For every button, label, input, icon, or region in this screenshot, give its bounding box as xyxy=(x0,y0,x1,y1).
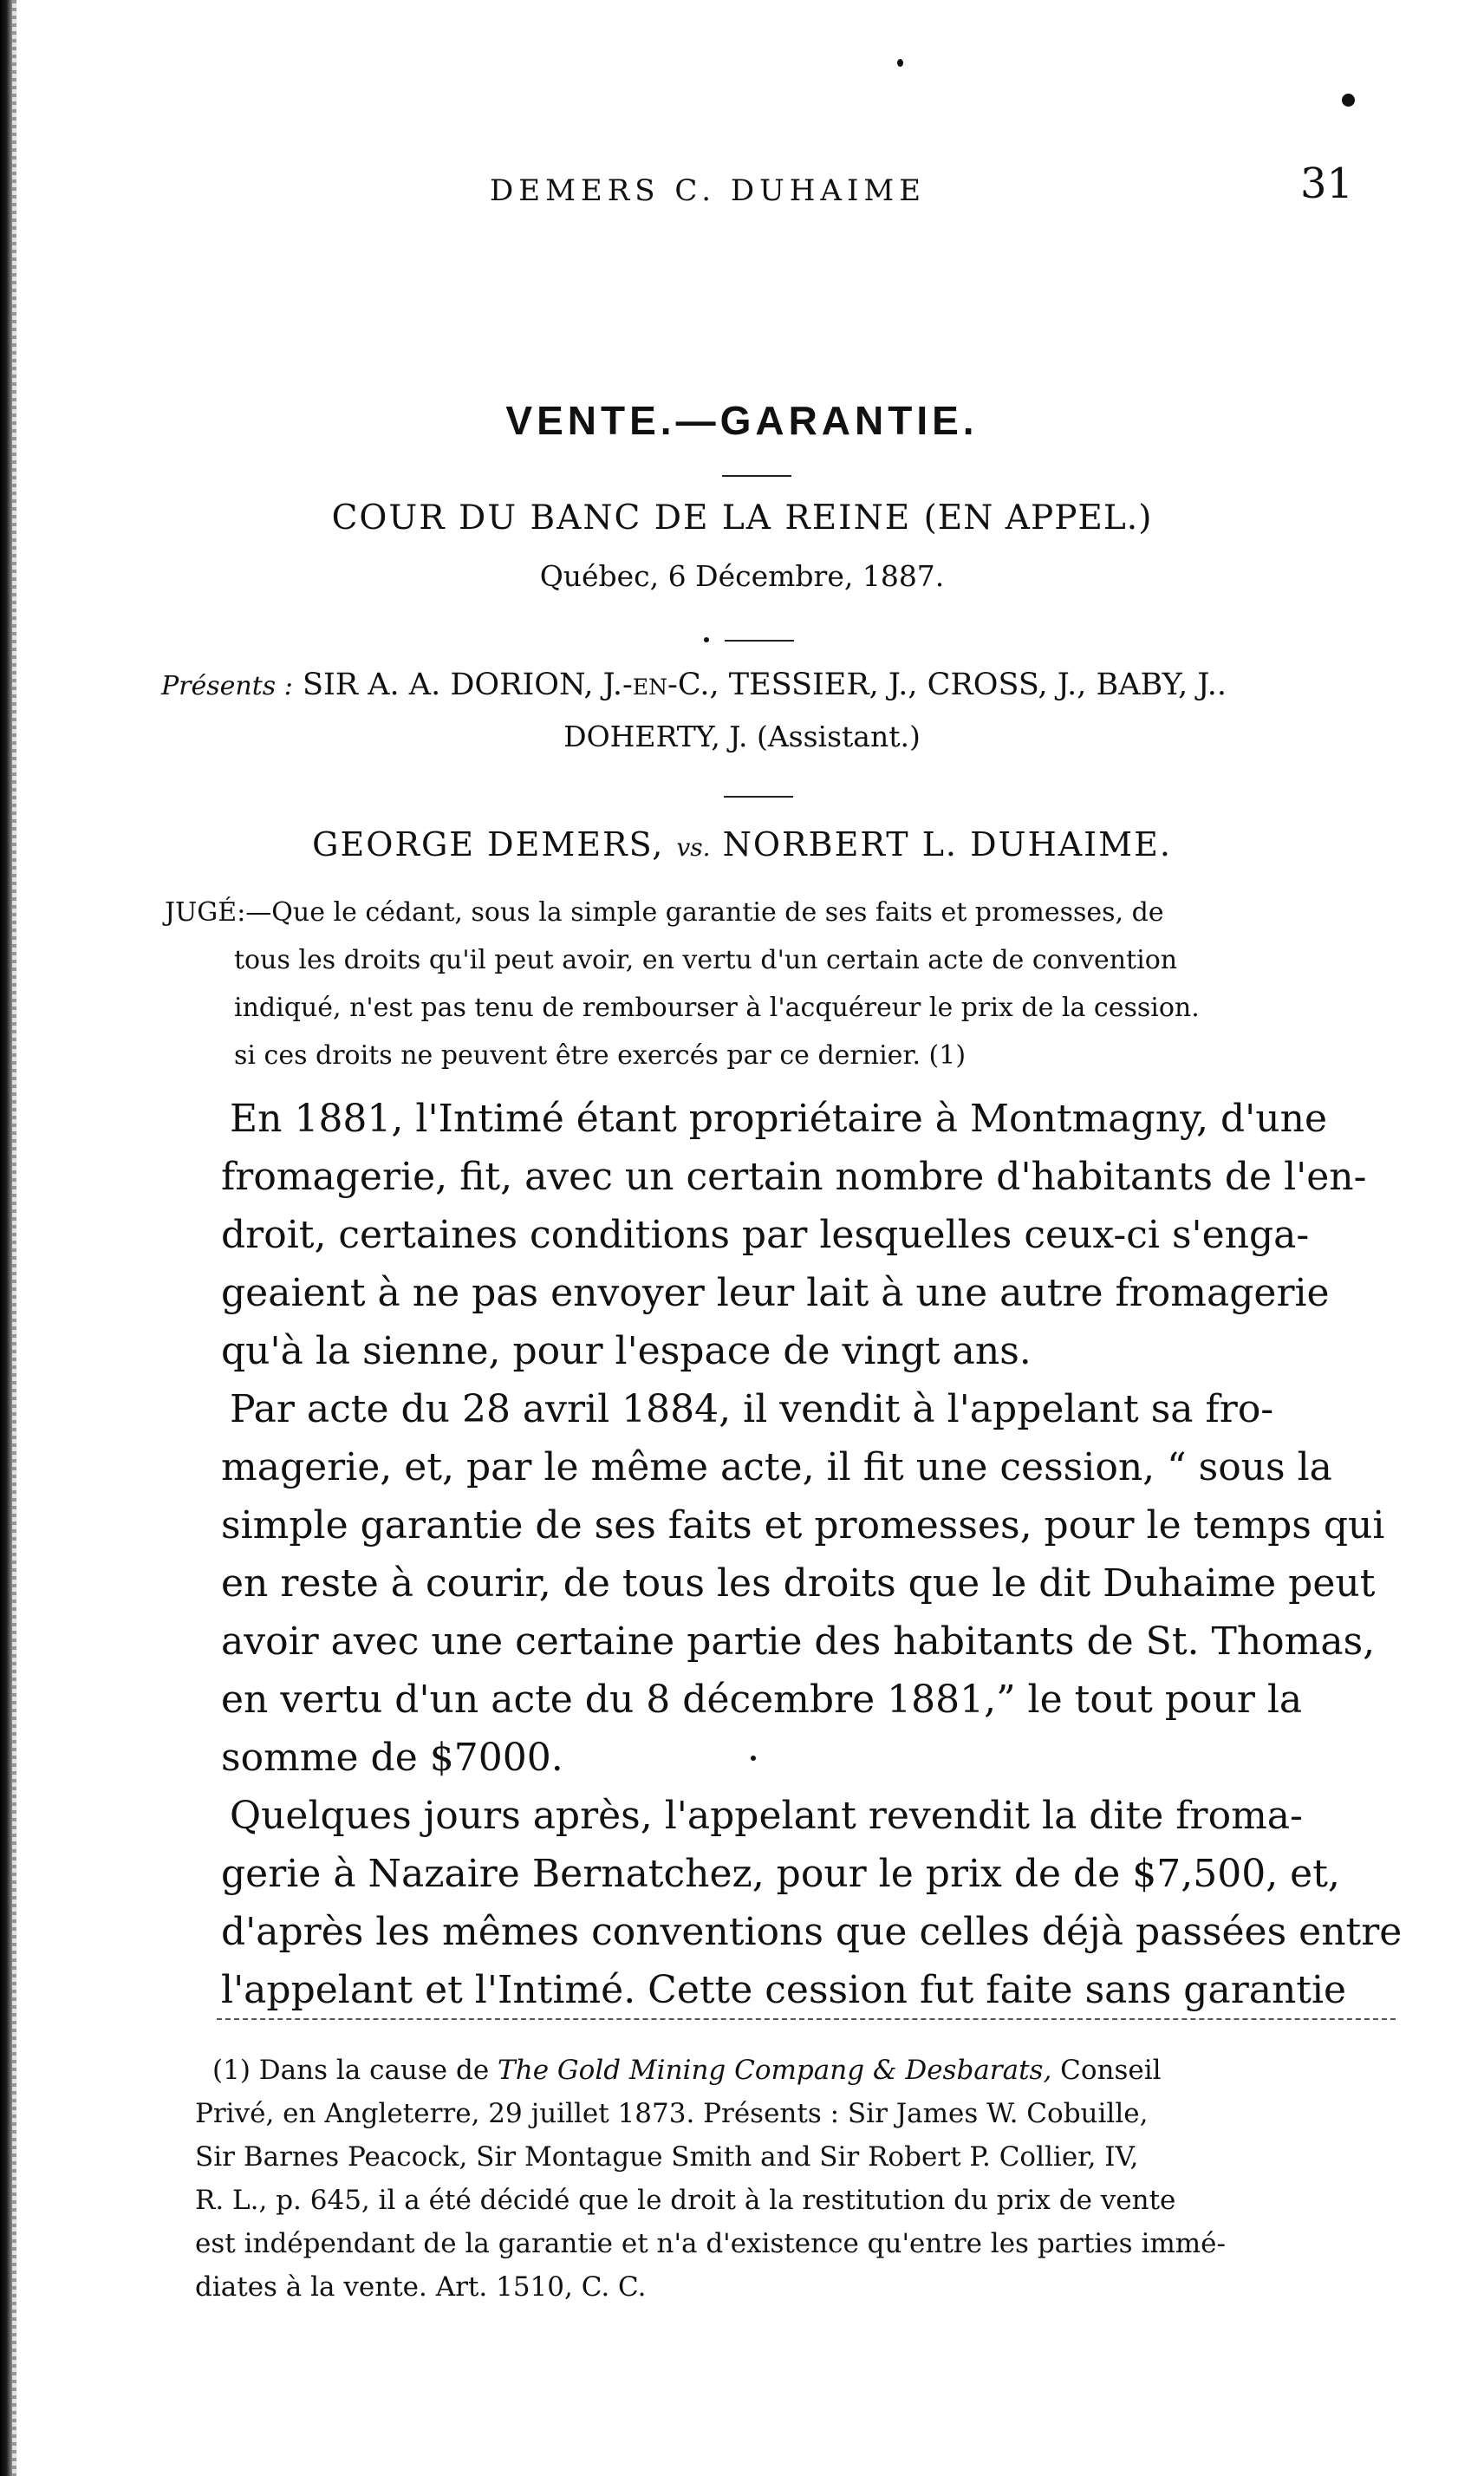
body-line: Quelques jours après, l'appelant revendit la dite froma- xyxy=(230,1794,1303,1838)
parties-line xyxy=(0,825,1484,863)
body-line: fromagerie, fit, avec un certain nombre d'habitants de l'en- xyxy=(221,1155,1367,1199)
body-line: l'appelant et l'Intimé. Cette cession fut faite sans garantie xyxy=(221,1968,1347,2012)
summary-line: si ces droits ne peuvent être exercés par ce dernier. (1) xyxy=(234,1040,967,1071)
body-line: geaient à ne pas envoyer leur lait à une autre fromagerie xyxy=(221,1271,1330,1315)
footnote-line: diates à la vente. Art. 1510, C. C. xyxy=(195,2271,647,2303)
presents-judges: SIR A. A. DORION, J.-en-C., TESSIER, J., CROSS, J., BABY, J.. xyxy=(303,668,1227,702)
assistant-line: DOHERTY, J. (Assistant.) xyxy=(563,720,921,753)
date-rule xyxy=(725,640,794,642)
respondent-name: NORBERT L. DUHAIME. xyxy=(722,825,1172,863)
footnote-separator xyxy=(217,2018,1396,2020)
body-line: en vertu d'un acte du 8 décembre 1881,” le tout pour la xyxy=(221,1678,1303,1722)
section-title: VENTE.—GARANTIE. xyxy=(505,398,979,443)
appellant-name: GEORGE DEMERS, xyxy=(312,825,665,863)
body-line: droit, certaines conditions par lesquelles ceux-ci s'enga- xyxy=(221,1213,1310,1257)
body-line: magerie, et, par le même acte, il fit une cession, “ sous la xyxy=(221,1445,1332,1489)
running-head: DEMERS C. DUHAIME xyxy=(490,173,927,208)
page-number: 31 xyxy=(1300,160,1354,208)
ink-speck xyxy=(1342,94,1355,107)
running-header xyxy=(0,160,1484,215)
body-line: somme de $7000. xyxy=(221,1736,563,1780)
body-line: qu'à la sienne, pour l'espace de vingt ans. xyxy=(221,1329,1032,1373)
binding-edge xyxy=(0,0,12,2476)
footnote-case-name: The Gold Mining Compang & Desbarats, xyxy=(498,2055,1052,2086)
summary-line: tous les droits qu'il peut avoir, en vertu d'un certain acte de convention xyxy=(234,945,1178,975)
ink-speck xyxy=(704,637,709,642)
body-line: avoir avec une certaine partie des habitants de St. Thomas, xyxy=(221,1619,1376,1664)
summary-line: indiqué, n'est pas tenu de rembourser à l'acquéreur le prix de la cession. xyxy=(234,993,1200,1023)
footnote-line xyxy=(212,2055,1162,2086)
body-line: simple garantie de ses faits et promesses, pour le temps qui xyxy=(221,1503,1385,1548)
presents-line xyxy=(161,668,1227,702)
court-division: (EN APPEL.) xyxy=(923,498,1153,538)
summary-line-text: :—Que le cédant, sous la simple garantie de ses faits et promesses, de xyxy=(237,897,1164,928)
footnote-line: Sir Barnes Peacock, Sir Montague Smith and Sir Robert P. Collier, IV, xyxy=(195,2141,1139,2173)
title-rule xyxy=(722,475,791,477)
footnote-text: Conseil xyxy=(1051,2055,1162,2086)
footnote-text: (1) Dans la cause de xyxy=(212,2055,498,2086)
binding-edge-texture xyxy=(12,0,16,2476)
footnote-line: R. L., p. 645, il a été décidé que le droit à la restitution du prix de vente xyxy=(195,2185,1176,2216)
footnote-line: Privé, en Angleterre, 29 juillet 1873. Présents : Sir James W. Cobuille, xyxy=(195,2098,1149,2129)
body-line: en reste à courir, de tous les droits que le dit Duhaime peut xyxy=(221,1561,1376,1606)
ink-speck xyxy=(751,1756,756,1761)
body-line: gerie à Nazaire Bernatchez, pour le prix de de $7,500, et, xyxy=(221,1852,1340,1896)
court-line xyxy=(0,498,1484,538)
versus-label: vs. xyxy=(676,833,711,862)
body-line: Par acte du 28 avril 1884, il vendit à l'appelant sa fro- xyxy=(230,1387,1274,1431)
summary-line xyxy=(165,889,1164,936)
body-line: En 1881, l'Intimé étant propriétaire à Montmagny, d'une xyxy=(230,1097,1327,1141)
presents-label: Présents : xyxy=(161,671,293,701)
court-name: COUR DU BANC DE LA REINE xyxy=(331,498,912,538)
ink-speck xyxy=(897,59,903,67)
juge-label: JUGÉ xyxy=(165,897,238,928)
body-line: d'après les mêmes conventions que celles déjà passées entre xyxy=(221,1910,1403,1954)
footnote-line: est indépendant de la garantie et n'a d'existence qu'entre les parties immé- xyxy=(195,2228,1226,2259)
date-line: Québec, 6 Décembre, 1887. xyxy=(539,559,945,593)
presents-rule xyxy=(724,796,793,798)
